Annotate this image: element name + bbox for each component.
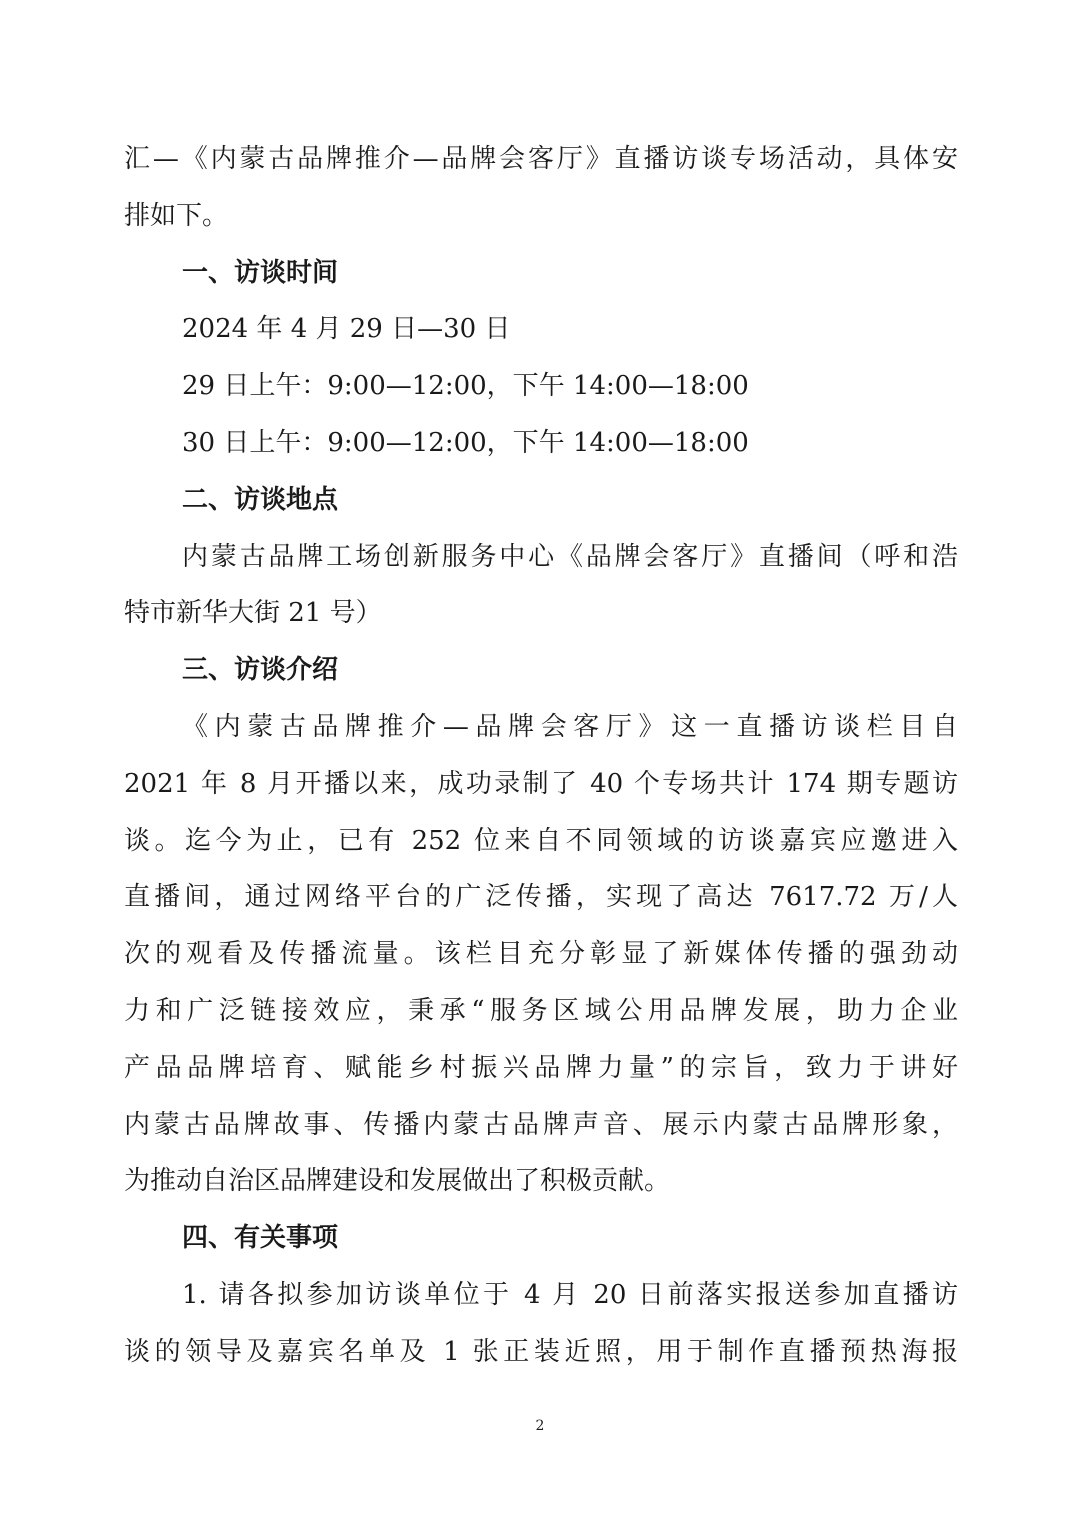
body-line: 力和广泛链接效应，秉承“服务区域公用品牌发展，助力企业 (124, 995, 958, 1026)
body-line: 内蒙古品牌工场创新服务中心《品牌会客厅》直播间（呼和浩 (182, 541, 958, 572)
body-line: 排如下。 (124, 200, 229, 231)
body-line: 29 日上午：9:00—12:00，下午 14:00—18:00 (182, 371, 749, 402)
body-line: 内蒙古品牌故事、传播内蒙古品牌声音、展示内蒙古品牌形象， (124, 1109, 958, 1140)
body-line: 次的观看及传播流量。该栏目充分彰显了新媒体传播的强劲动 (124, 939, 958, 970)
body-line: 《内蒙古品牌推介—品牌会客厅》这一直播访谈栏目自 (182, 711, 958, 742)
section-heading-matters: 四、有关事项 (182, 1223, 339, 1254)
document-body (124, 131, 958, 1381)
page-number: 2 (535, 1418, 545, 1434)
body-line: 30 日上午：9:00—12:00，下午 14:00—18:00 (182, 427, 749, 458)
body-line: 1. 请各拟参加访谈单位于 4 月 20 日前落实报送参加直播访 (182, 1279, 958, 1310)
body-line: 谈。迄今为止，已有 252 位来自不同领域的访谈嘉宾应邀进入 (124, 825, 958, 856)
body-line: 为推动自治区品牌建设和发展做出了积极贡献。 (124, 1166, 671, 1197)
body-line: 2024 年 4 月 29 日—30 日 (182, 314, 511, 345)
body-line: 谈的领导及嘉宾名单及 1 张正装近照，用于制作直播预热海报 (124, 1336, 958, 1367)
body-line: 产品品牌培育、赋能乡村振兴品牌力量”的宗旨，致力于讲好 (124, 1052, 958, 1083)
body-line: 直播间，通过网络平台的广泛传播，实现了高达 7617.72 万/人 (124, 882, 958, 913)
body-line: 汇—《内蒙古品牌推介—品牌会客厅》直播访谈专场活动，具体安 (124, 144, 958, 174)
body-line: 特市新华大街 21 号） (124, 598, 382, 629)
body-line: 2021 年 8 月开播以来，成功录制了 40 个专场共计 174 期专题访 (124, 768, 958, 799)
section-heading-location: 二、访谈地点 (182, 484, 339, 515)
section-heading-time: 一、访谈时间 (182, 257, 339, 288)
section-heading-intro: 三、访谈介绍 (182, 655, 339, 686)
